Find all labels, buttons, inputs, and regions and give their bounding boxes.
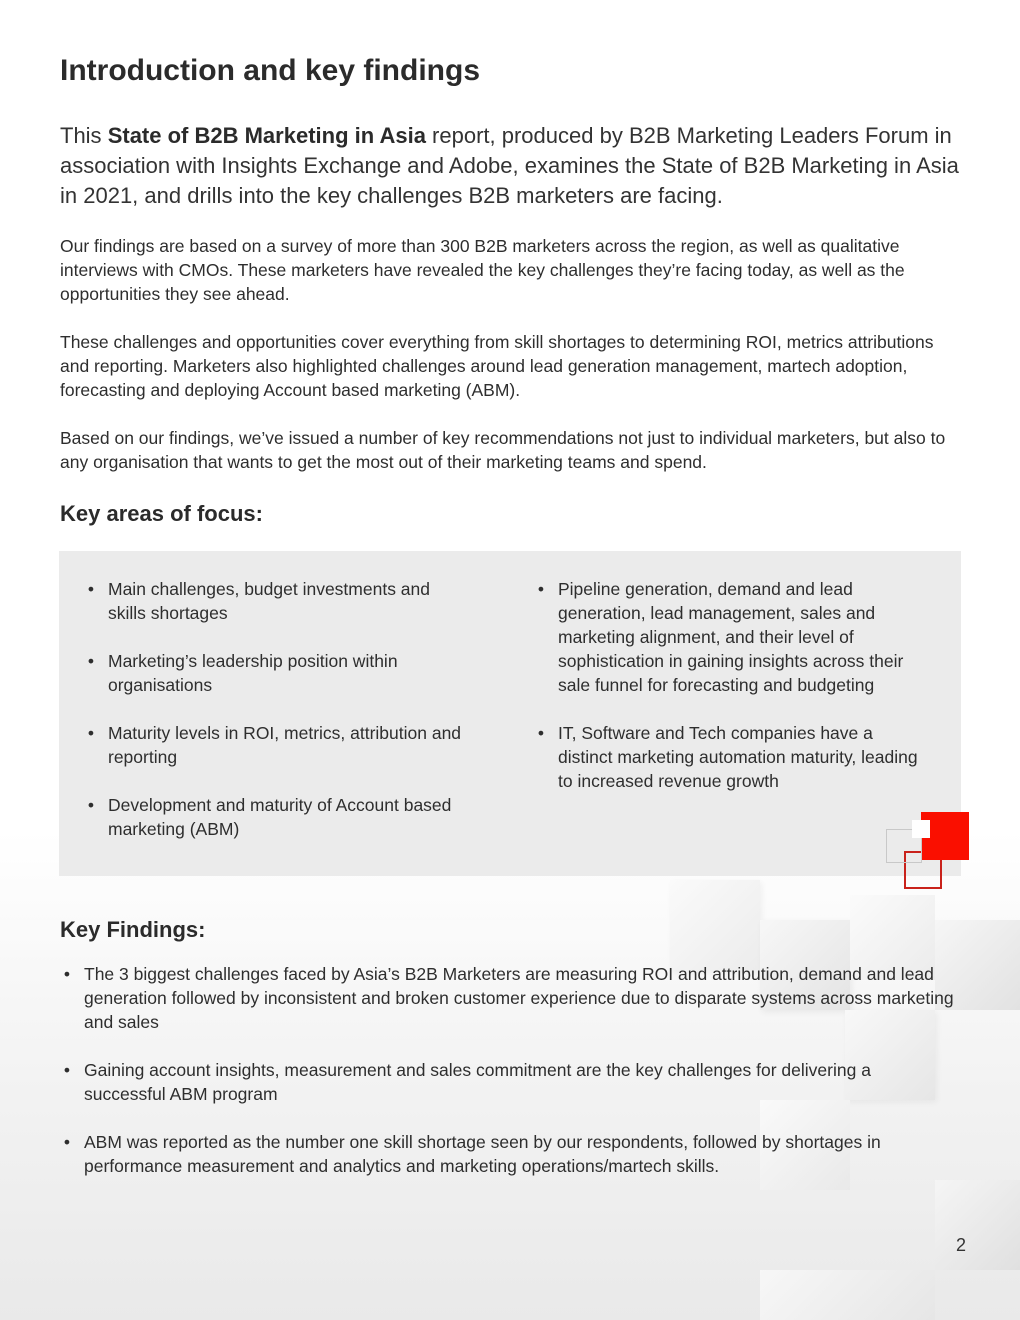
page-number: 2 bbox=[955, 1235, 966, 1255]
list-item-text: Gaining account insights, measurement and sales commitment are the key challenges for delivering a successful ABM program bbox=[84, 1060, 871, 1104]
list-item bbox=[84, 649, 464, 697]
bullet-icon: • bbox=[63, 964, 71, 984]
bullet-icon: • bbox=[87, 723, 95, 743]
list-item-text: Maturity levels in ROI, metrics, attribution and reporting bbox=[108, 723, 462, 767]
list-item bbox=[534, 721, 929, 793]
lead-suffix: report, produced by B2B Marketing Leaders Forum in association with Insights Exchange and Adobe, examines the State of B2B Marketing in Asia in 2021, and drills into the key challenges B2B marketers are facing. bbox=[60, 123, 959, 208]
list-item-text: Main challenges, budget investments and skills shortages bbox=[108, 579, 431, 623]
list-item-text: IT, Software and Tech companies have a distinct marketing automation maturity, leading to increased revenue growth bbox=[558, 723, 918, 791]
bullet-icon: • bbox=[87, 795, 95, 815]
background-tile bbox=[760, 1270, 935, 1320]
decorative-white-square bbox=[912, 820, 930, 838]
list-item-text: Development and maturity of Account based marketing (ABM) bbox=[108, 795, 452, 839]
body-paragraph-challenges: These challenges and opportunities cover everything from skill shortages to determining ROI, metrics attributions and reporting. Marketers also highlighted challenges around lead generation management, martech adoption, forecasting and deploying Account based marketing (ABM). bbox=[60, 332, 934, 400]
body-paragraph-recommendations: Based on our findings, we’ve issued a number of key recommendations not just to individual marketers, but also to any organisation that wants to get the most out of their marketing teams and spend. bbox=[60, 428, 946, 472]
focus-list-left bbox=[84, 577, 464, 865]
list-item bbox=[84, 721, 464, 769]
key-findings-list bbox=[60, 962, 955, 1202]
report-name: State of B2B Marketing in Asia bbox=[107, 123, 426, 148]
list-item bbox=[534, 577, 929, 697]
bullet-icon: • bbox=[537, 723, 545, 743]
body-paragraph-survey: Our findings are based on a survey of more than 300 B2B marketers across the region, as well as qualitative interviews with CMOs. These marketers have revealed the key challenges they’re facing today, as well as the opportunities they see ahead. bbox=[60, 236, 905, 304]
list-item-text: The 3 biggest challenges faced by Asia’s B2B Marketers are measuring ROI and attribution, demand and lead generation followed by inconsistent and broken customer experience due to disparate systems across marketing and sales bbox=[84, 964, 954, 1032]
list-item bbox=[60, 1130, 955, 1178]
list-item bbox=[60, 962, 955, 1034]
list-item-text: Marketing’s leadership position within organisations bbox=[108, 651, 398, 695]
bullet-icon: • bbox=[63, 1060, 71, 1080]
lead-prefix: This bbox=[60, 123, 108, 148]
list-item bbox=[84, 577, 464, 625]
bullet-icon: • bbox=[87, 651, 95, 671]
key-findings-heading: Key Findings: bbox=[60, 917, 206, 942]
lead-paragraph bbox=[60, 121, 960, 211]
list-item bbox=[84, 793, 464, 841]
list-item-text: Pipeline generation, demand and lead generation, lead management, sales and marketing alignment, and their level of sophistication in gaining insights across their sale funnel for forecasting and budgeting bbox=[558, 579, 904, 695]
list-item bbox=[60, 1058, 955, 1106]
focus-list-right bbox=[534, 577, 929, 817]
background-tile bbox=[670, 880, 760, 970]
page-title: Introduction and key findings bbox=[60, 54, 480, 87]
key-areas-heading: Key areas of focus: bbox=[60, 501, 263, 526]
bullet-icon: • bbox=[63, 1132, 71, 1152]
bullet-icon: • bbox=[87, 579, 95, 599]
list-item-text: ABM was reported as the number one skill shortage seen by our respondents, followed by shortages in performance measurement and analytics and marketing operations/martech skills. bbox=[84, 1132, 881, 1176]
bullet-icon: • bbox=[537, 579, 545, 599]
